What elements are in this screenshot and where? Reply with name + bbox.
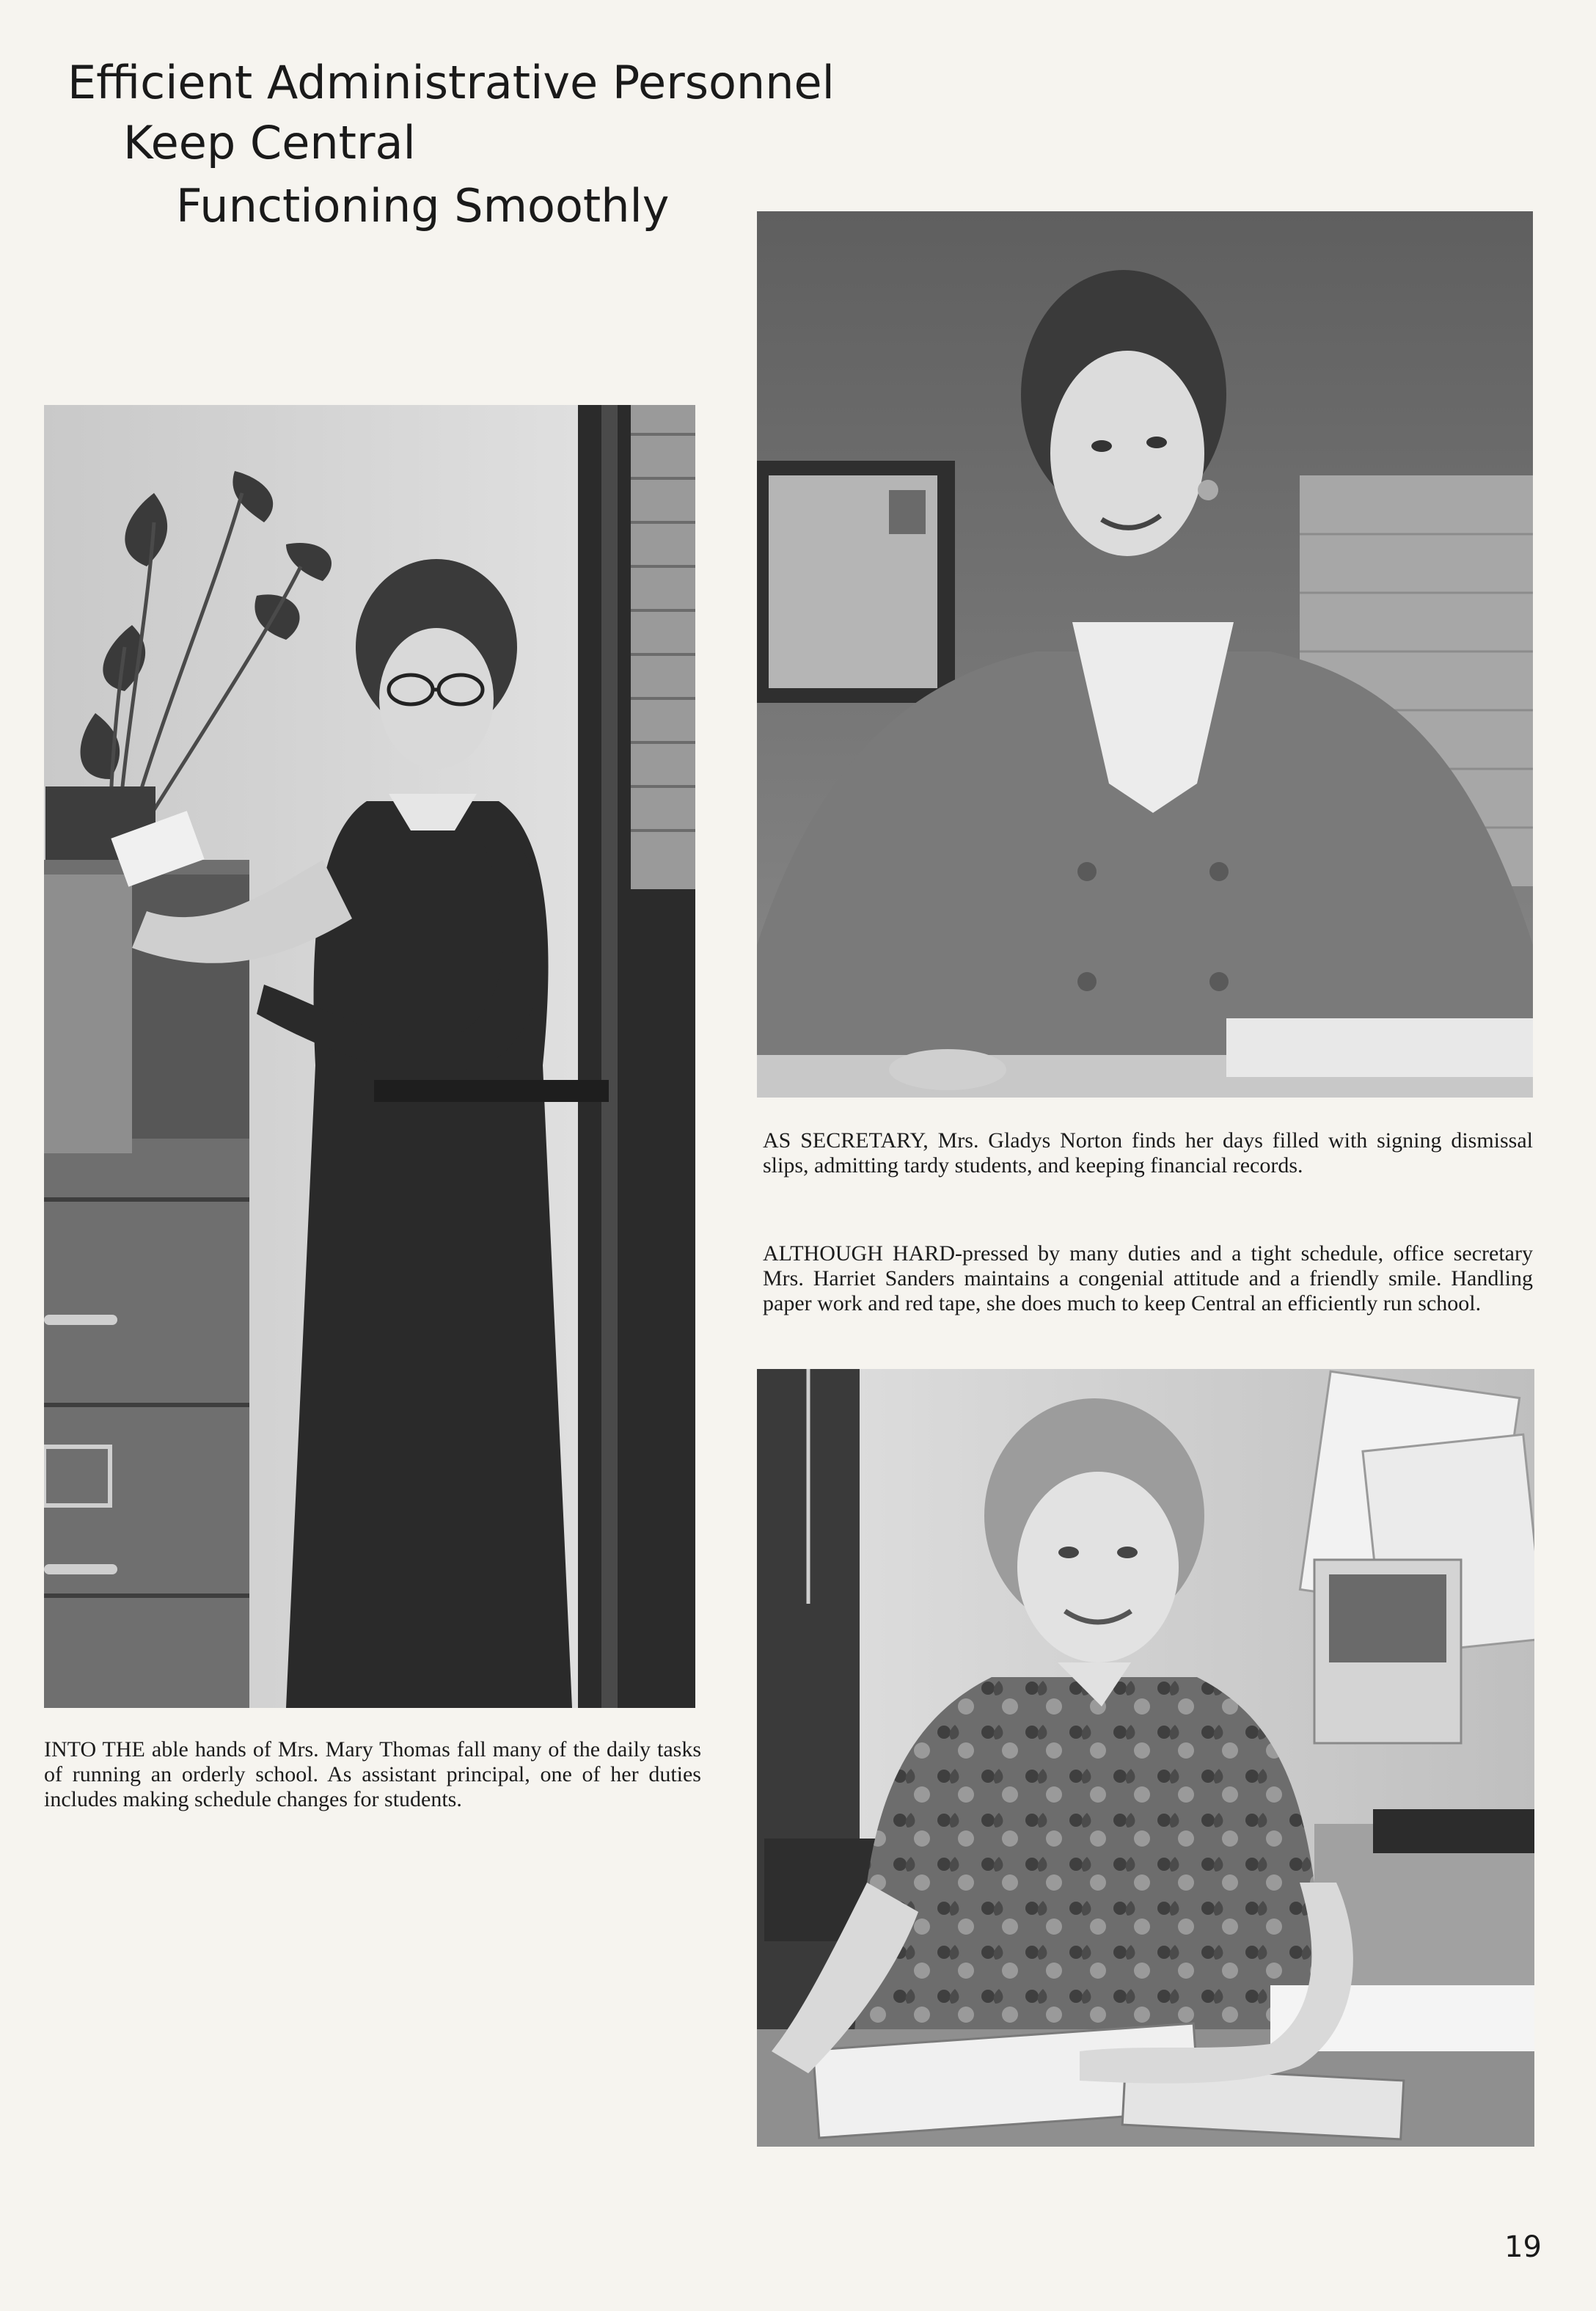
- headline-line-2: Keep Central: [123, 116, 416, 169]
- caption-gladys-norton: AS SECRETARY, Mrs. Gladys Norton finds her days filled with signing dismissal slips, admitting tardy students, and keeping financial records.: [763, 1128, 1533, 1178]
- headline-line-1: Efficient Administrative Personnel: [67, 56, 835, 109]
- headline-line-3: Functioning Smoothly: [176, 179, 670, 233]
- photo-harriet-sanders: [757, 1369, 1534, 2147]
- photo-mary-thomas: [44, 405, 695, 1708]
- photo-gladys-norton-image: [757, 211, 1533, 1098]
- page-number: 19: [1504, 2230, 1542, 2264]
- caption-mary-thomas: INTO THE able hands of Mrs. Mary Thomas fall many of the daily tasks of running an orderly school. As assistant principal, one of her duties includes making schedule changes for students.: [44, 1737, 701, 1811]
- photo-harriet-sanders-image: [757, 1369, 1534, 2147]
- photo-mary-thomas-image: [44, 405, 695, 1708]
- photo-gladys-norton: [757, 211, 1533, 1098]
- caption-harriet-sanders: ALTHOUGH HARD-pressed by many duties and a tight schedule, office secretary Mrs. Harriet Sanders maintains a congenial attitude and a friendly smile. Handling paper work and red tape, she does much to keep Central an efficiently run school.: [763, 1241, 1533, 1315]
